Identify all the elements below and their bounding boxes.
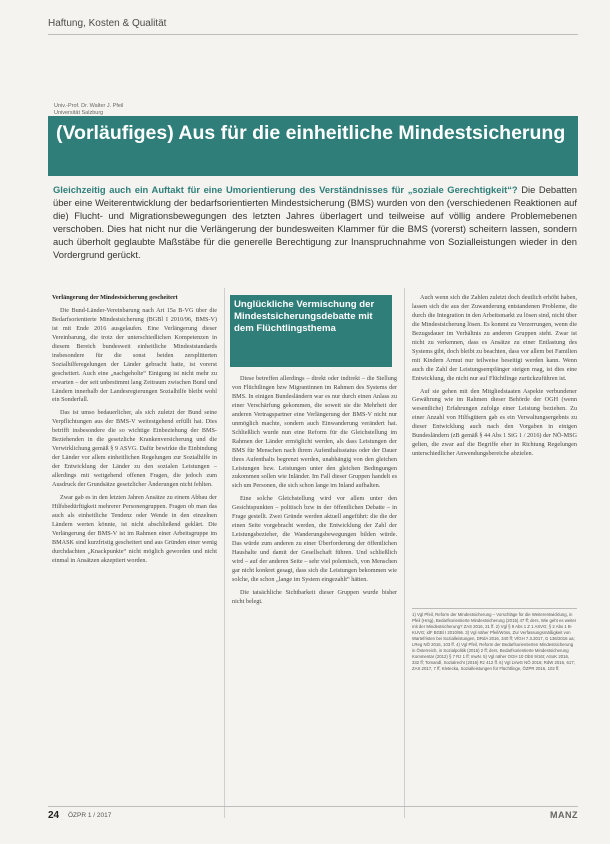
lead-paragraph [53,184,577,261]
paragraph: Auf sie gehen mit den Mitgliedstaaten Aspekte verbundener Gewährung wie im Rahmen dieser Behörde der OGH (wenn wesentliche) Erfahrungen zufolge einer Leistung beziehen. Zu einer Anzahl von Hilfsgütern gab es ein Verwaltungsergebnis zu dieser Entwicklung auch nach den Vorgaben in einigen Bundesländern (zB gemäß § 44 Abs 1 StG 1 / 2016) der NÖ-MSG gelten, die zwar auf die Begriffe eher in Richtung Regelungen unterschiedlicher Anwendungsbereiche abzielen. [412,387,577,458]
subheading-box [230,295,392,367]
section-label: Haftung, Kosten & Qualität [48,18,167,29]
journal-issue: ÖZPR 1 / 2017 [68,812,112,819]
article-title: (Vorläufiges) Aus für die einheitliche Mindestsicherung [56,122,566,144]
article-title-box [48,116,578,176]
author-block [54,103,123,117]
header-rule [48,34,578,35]
middle-column [232,375,397,611]
paragraph: Das ist umso bedauerlicher, als sich zuletzt der Bund seine Verpflichtungen aus der BMS-V weitestgehend erfüllt hat. Dies betrifft insbesondere die so wichtige Einbeziehung der BMS-Beziehenden in die gesetzliche Krankenversicherung und die Verwirklichung gemäß § 9 ASVG. Dafür bewirkte die Einbindung der Länder vor allem einheitlichen Regelungen zur Sozialhilfe in der Entwicklung der Länder zu den sozialen Leistungen – allerdings mit weitgehend offenen Fragen, die jedoch zum Ausdruck der Grundsätze gesetzlicher Änderungen nicht fehlten. [52,409,217,489]
page-footer [48,810,578,824]
paragraph: Die Bund-Länder-Vereinbarung nach Art 15a B-VG über die Bedarfsorientierte Mindestsicherung (BGBl I 2010/96, BMS-V) ist mit Ende 2016 ausgelaufen. Eine Verlängerung dieser Vereinbarung, die trotz der unterschiedlichen Kompetenzen in diesem Bereich bundesweit einheitliche Mindeststandards insbesondere für die sonst beiden zersplitterten Sozialhilferegelungen der Länder gebracht hatte, ist vorerst gescheitert. Auch eine „nachgeholte“ Einigung ist nicht mehr zu erwarten – der seit unbestimmt lang Zeitraum zwischen Bund und Ländern innerhalb der Landesregierungen Sozialhilfe bleibt wohl ein Sonderfall. [52,306,217,404]
paragraph: Auch wenn sich die Zahlen zuletzt doch deutlich erhöht haben, lassen sich die aus der Zuwanderung entstandenen Probleme, die durch die Integration in den Arbeitsmarkt zu lösen sind, nicht über die Mindestsicherung lösen. Es kommt zu Verzerrungen, wenn die Bezugsdauer im Verhältnis zu anderen Gruppen steht. Zwar ist nicht zu verkennen, dass es Ansätze zu einer Entlastung des Systems gibt, doch bleibt zu beachten, dass vor allem bei Familien mit Kindern Armut nur teilweise beseitigt werden kann. Wenn auch die Zahl der Leistungsempfänger steigen mag, ist dies eine Entwicklung, die nicht nur auf Flüchtlinge zurückzuführen ist. [412,294,577,382]
left-column-heading: Verlängerung der Mindestsicherung gescheitert [52,294,178,301]
publisher-logo: MANZ [550,810,578,820]
running-header [48,18,578,36]
left-column [52,294,217,570]
footer-rule [48,806,578,807]
paragraph: Zwar gab es in den letzten Jahren Ansätze zu einem Abbau der Hilfsbedürftigkeit mehrerer Personengruppen. Fragen ob man das auch als einheitliche Tendenz oder Wende in den einzelnen Ländern werten könnte, ist nicht abschließend geklärt. Die Verlängerung der BMS-V ist im Rahmen einer Arbeitsgruppe im BMASK sind kurzfristig gescheitert und aus Gründen einer wenig durchdachten „Knackpunkte“ nicht möglich geworden und nicht einmal in Ansätzen akzeptiert worden. [52,494,217,564]
author-name: Univ.-Prof. Dr. Walter J. Pfeil [54,103,124,109]
paragraph: Eine solche Gleichstellung wird vor allem unter den Gesichtspunkten – politisch bzw in der öffentlichen Debatte – in Frage gestellt. Zwei Gründe werden aktuell angeführt: die die der einen Seite vorgebracht werden, die Entwicklung der Zahl der Leistungsbezieher, die Wanderungsbewegungen bilden würde. Das würde zum anderen zu einer Überforderung der öffentlichen Haushalte und damit der Gesellschaft führen. Und schließlich wird – auf der anderen Seite – sehr viel polemisch, von Menschen gar nicht konkret gesagt, dass sich die Leistungen bekommen wie solche, die schon „lange im System eingezahlt“ hätten. [232,495,397,583]
column-divider [404,288,405,818]
subheading: Unglückliche Vermischung der Mindestsicherungsdebatte mit dem Flüchtlingsthema [234,299,375,335]
paragraph: Diese betreffen allerdings – direkt oder indirekt – die Stellung von Flüchtlingen bzw Migrantinnen im Rahmen des Systems der BMS. In einigen Bundesländern war es nur durch einen Anlass zu einer Verschärfung gekommen, die soweit sie die Mehrheit der anderen Vertragspartner eine Verlängerung der BMS-V nicht nur unmöglich machte, sondern auch Einwanderung verändert hat. Schließlich wurde nun eine Reform für die Gleichstellung im Rahmen der Länder ermöglicht werden, als dass Leistungen der BMS für Menschen nach ihrem Aufenthaltsstatus oder der Dauer ihres Aufenthalts begrenzt werden, unabhängig von den gleichen Leistungen bzw. Leistungen unter den gleichen Bedingungen zukommen sollen wie Inländer. Im Fall dieser Gruppen handelt es sich um Personen, die sich schon lange im Inland aufhalten. [232,375,397,490]
author-affiliation: Universität Salzburg [54,110,104,116]
right-column [412,294,577,463]
lead-highlight: Gleichzeitig auch ein Auftakt für eine Umorientierung des Verständnisses für „soziale Gerechtigkeit“? [53,184,518,195]
lead-body: Die Debatten über eine Weiterentwicklung der bedarfsorientierten Mindestsicherung (BMS) wurden von den (verschiedenen Reaktionen auf die) Flucht- und Migrationsbewegungen des letzten Jahres überlagert und teilweise auf völlig andere Problemebenen verschoben. Dies hat nicht nur die Verlängerung der bundesweiten Klammer für die BMS (vorerst) scheitern lassen, sondern auch überholt geglaubte Maßstäbe für die generelle Berechtigung zur Inanspruchnahme von Sozialleistungen wieder in den Vordergrund gerückt. [53,184,577,260]
footnotes: 1) Vgl Pfeil, Reform der Mindestsicherung – Vorschläge für die Weiterentwicklung, in Pfeil (Hrsg), Bedarfsorientierte Mindestsicherung (2015) 47 ff; ders, Wie geht es weiter mit der Mindestsicherung? ZAS 2016, 21 ff. 2) Vgl § 9 Abs 1 Z 1 ASVG; § 2 Abs 1 B-KUVG; idF BGBl I 2010/96. 3) Vgl näher Pfeil/Wöss, Zur Verfassungsmäßigkeit von Wartefristen bei Sozialleistungen, DRdA 2016, 340 ff; VfGH 7.3.2017, G 136/2016 ua; LReg NÖ 2016, 103 ff. 4) Vgl Pfeil, Reform der Bedarfsorientierten Mindestsicherung in Österreich, in Sozialpolitik (2015) 2 ff; ders, Bedarfsorientierte Mindestsicherung Kommentar (2012) § 7 Rz 1 ff; mwN. 5) Vgl näher OGH 10 ObS 9/16t; ASoK 2016, 332 ff; Tomandl, Sozialrecht (2016) Rz 412 ff. 6) Vgl LVwG NÖ 2016; RdW 2016, 617; ZAS 2017, 7 ff; Kletecka, Sozialleistungen für Flüchtlinge, ÖZPR 2016, 102 ff. [412,608,577,672]
page-number: 24 [48,810,60,821]
column-divider [224,288,225,818]
paragraph: Die tatsächliche Sichtbarkeit dieser Gruppen wurde bisher nicht belegt. [232,588,397,605]
